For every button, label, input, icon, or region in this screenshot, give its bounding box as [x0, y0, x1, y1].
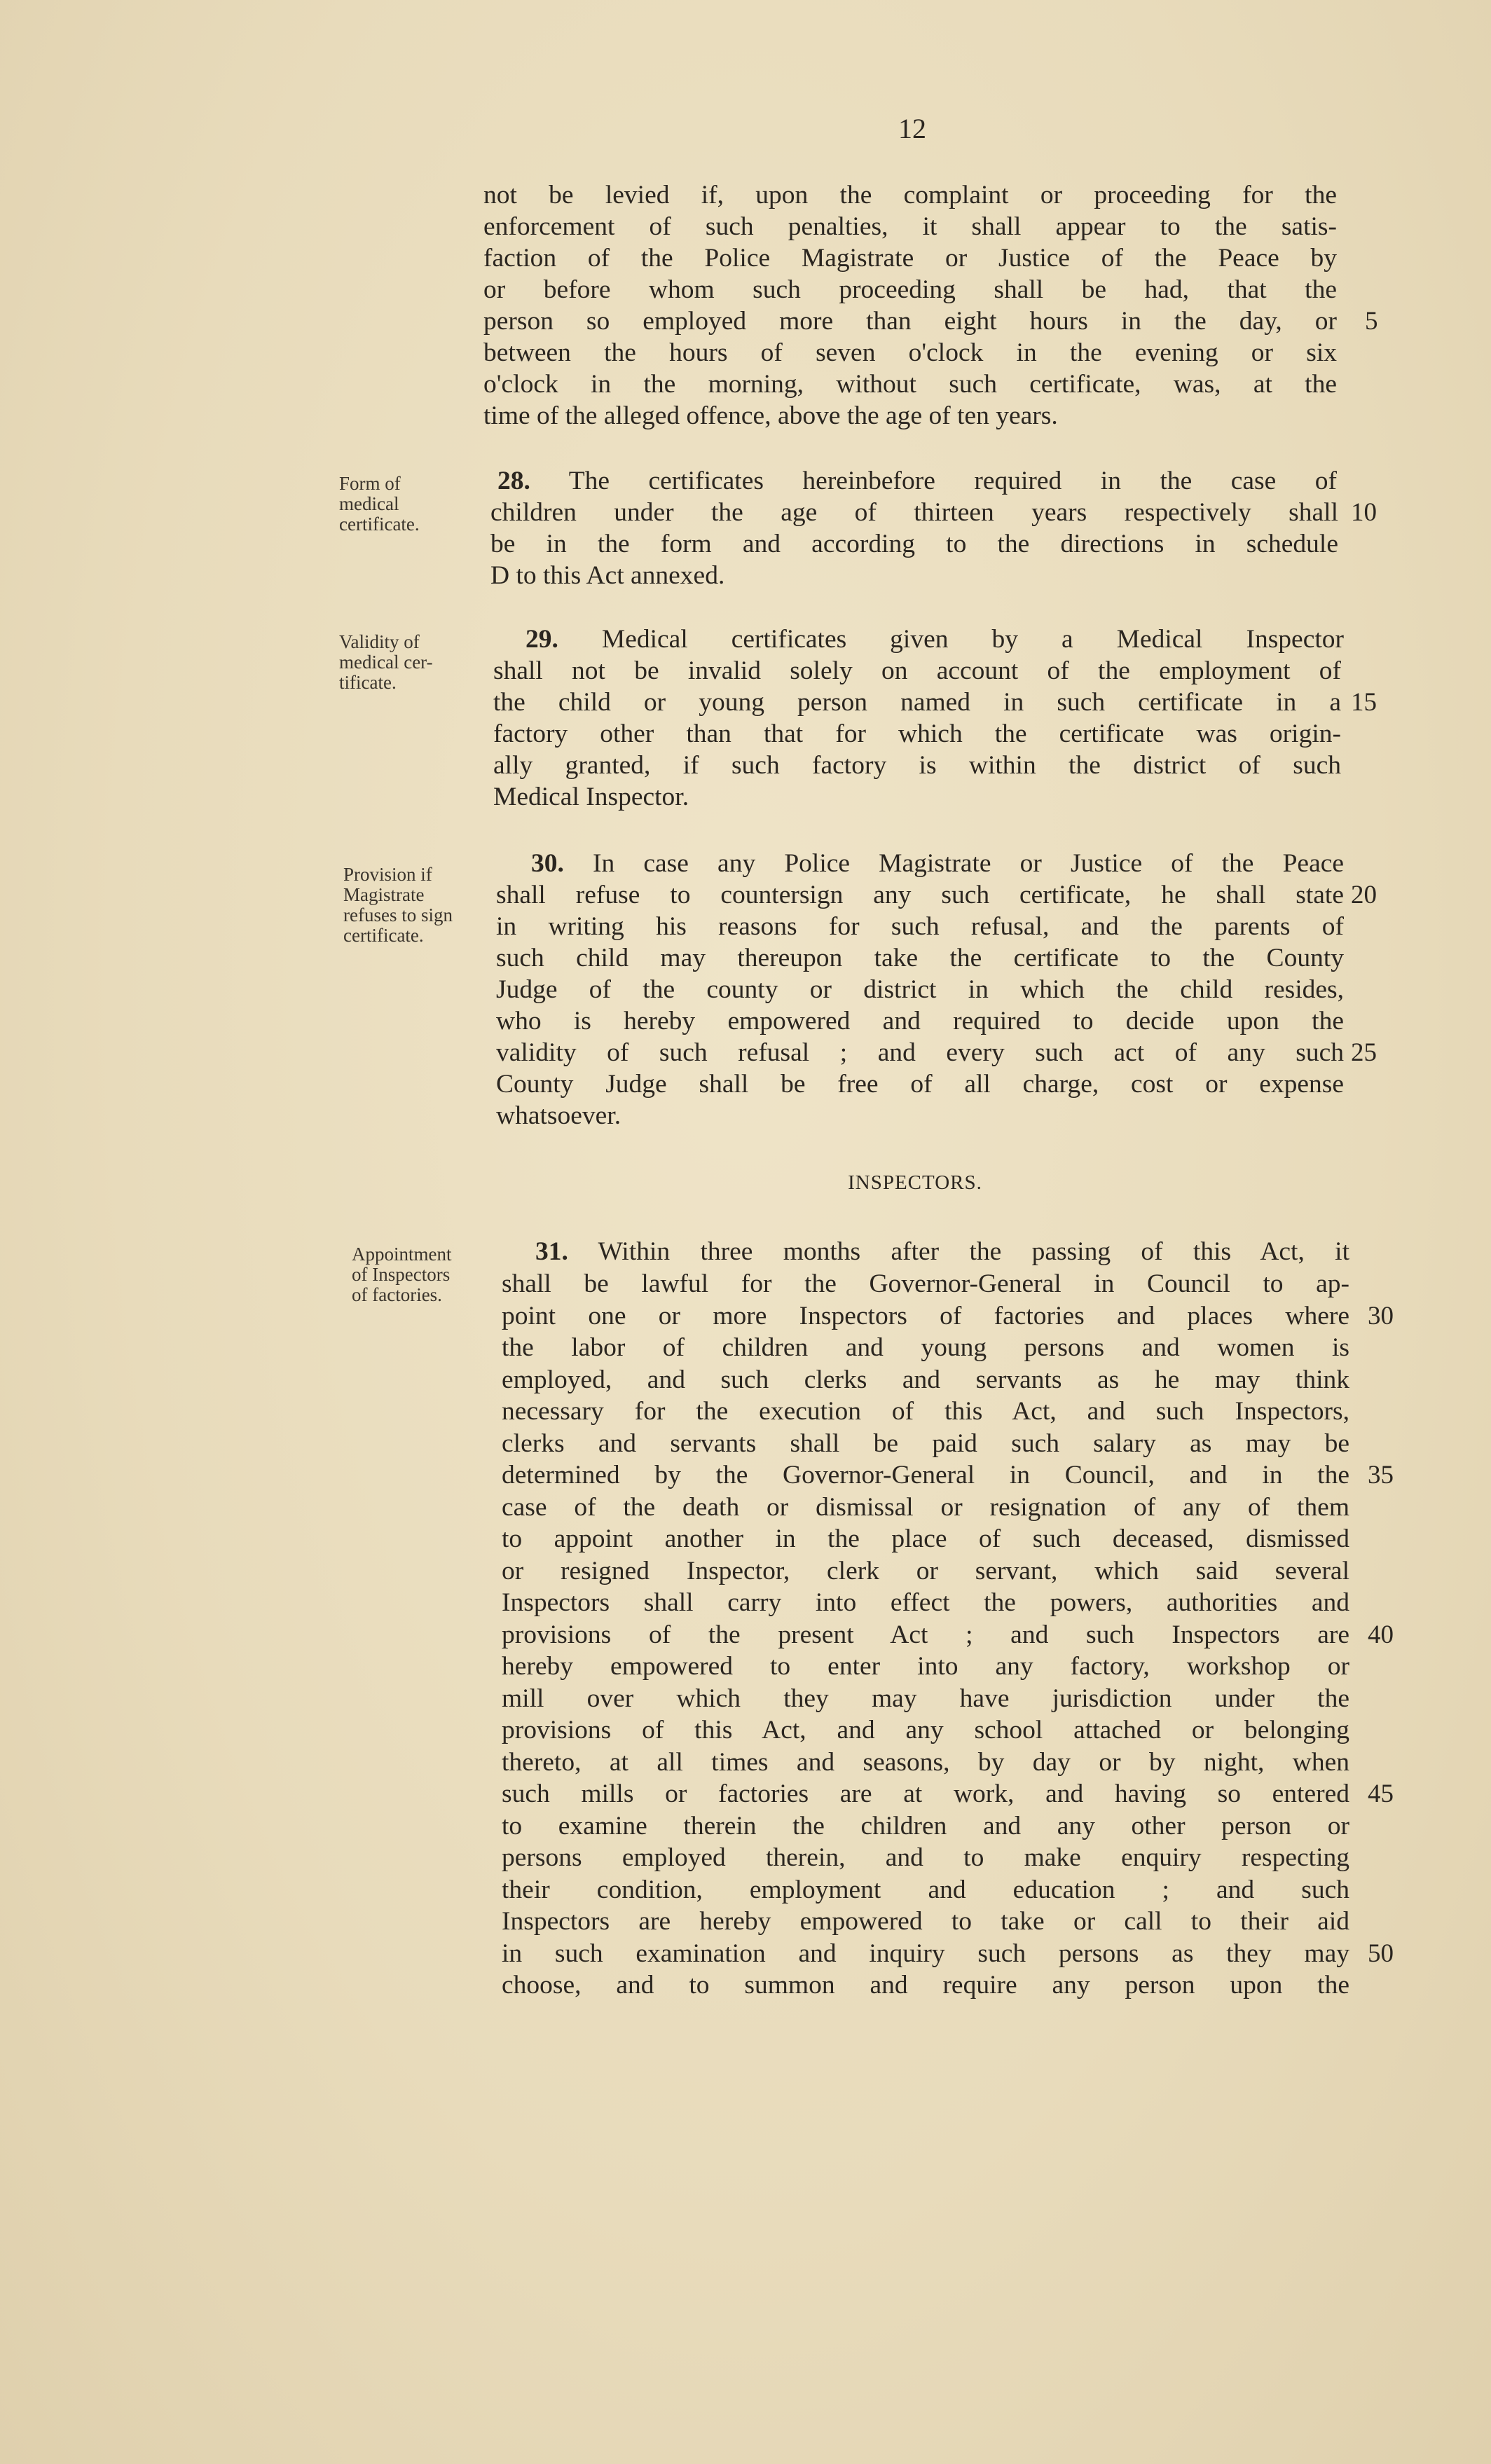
text-line: validity of such refusal ; and every such act of any such — [496, 1038, 1344, 1067]
section-first-line — [497, 465, 1337, 497]
line-number: 10 — [1351, 498, 1377, 527]
line-number: 50 — [1368, 1939, 1394, 1968]
section-first-line — [535, 1236, 1349, 1268]
text-line: or resigned Inspector, clerk or servant, which said several — [502, 1557, 1349, 1585]
text-line: shall be lawful for the Governor-General in Council to ap- — [502, 1269, 1349, 1298]
text-line: who is hereby empowered and required to decide upon the — [496, 1007, 1344, 1035]
text-line: such mills or factories are at work, and having so entered — [502, 1780, 1349, 1808]
text-line: in writing his reasons for such refusal, and the parents of — [496, 912, 1344, 941]
text-line: shall refuse to countersign any such certificate, he shall state — [496, 881, 1344, 909]
text-span: Within three months after the passing of this Act, it — [598, 1237, 1349, 1266]
margin-note — [352, 1244, 499, 1305]
text-line: Medical Inspector. — [493, 783, 689, 811]
line-number: 20 — [1351, 881, 1377, 909]
section-first-line — [531, 848, 1344, 880]
margin-note-line: of Inspectors — [352, 1264, 451, 1285]
text-line: Inspectors shall carry into effect the powers, authorities and — [502, 1588, 1349, 1617]
text-span: In case any Police Magistrate or Justice of the Peace — [593, 849, 1344, 878]
text-line: in such examination and inquiry such persons as they may — [502, 1939, 1349, 1968]
text-line: Judge of the county or district in which the child resides, — [496, 975, 1344, 1004]
text-line: person so employed more than eight hours in the day, or — [483, 307, 1337, 336]
margin-note — [343, 865, 493, 946]
text-line: o'clock in the morning, without such certificate, was, at the — [483, 370, 1337, 399]
line-number: 40 — [1368, 1620, 1394, 1649]
text-line: the child or young person named in such certificate in a — [493, 688, 1341, 717]
text-line: point one or more Inspectors of factories and places where — [502, 1302, 1349, 1330]
line-number: 30 — [1368, 1302, 1394, 1330]
margin-note-line: medical — [339, 493, 399, 514]
line-number: 25 — [1351, 1038, 1377, 1067]
section-number: 29. — [525, 625, 558, 654]
text-line: such child may thereupon take the certificate to the County — [496, 944, 1344, 972]
text-line: choose, and to summon and require any person upon the — [502, 1971, 1349, 2000]
margin-note-line: Provision if — [343, 864, 432, 885]
margin-note-line: medical cer- — [339, 652, 433, 673]
margin-note-line: Magistrate — [343, 884, 425, 905]
margin-note-line: Form of — [339, 473, 401, 494]
text-line: employed, and such clerks and servants as he may think — [502, 1365, 1349, 1394]
text-line: be in the form and according to the directions in schedule — [490, 530, 1338, 558]
line-number: 15 — [1351, 688, 1377, 717]
text-line: time of the alleged offence, above the age of ten years. — [483, 401, 1058, 430]
section-number: 28. — [497, 467, 530, 495]
margin-note-line: certificate. — [339, 514, 420, 535]
text-line: mill over which they may have jurisdiction under the — [502, 1684, 1349, 1713]
page-number: 12 — [898, 113, 926, 144]
text-line: provisions of this Act, and any school attached or belonging — [502, 1716, 1349, 1744]
text-line: between the hours of seven o'clock in the evening or six — [483, 338, 1337, 367]
text-line: children under the age of thirteen years respectively shall — [490, 498, 1338, 527]
section-heading: INSPECTORS. — [848, 1171, 982, 1194]
margin-note-line: tificate. — [339, 672, 397, 693]
text-line: shall not be invalid solely on account of the employment of — [493, 656, 1341, 685]
margin-note — [339, 632, 493, 693]
text-line: provisions of the present Act ; and such Inspectors are — [502, 1620, 1349, 1649]
text-line: Inspectors are hereby empowered to take or call to their aid — [502, 1907, 1349, 1936]
text-line: their condition, employment and education ; and such — [502, 1875, 1349, 1904]
margin-note-line: of factories. — [352, 1284, 442, 1305]
text-line: case of the death or dismissal or resignation of any of them — [502, 1493, 1349, 1522]
margin-note-line: certificate. — [343, 925, 424, 946]
line-number: 35 — [1368, 1461, 1394, 1489]
text-line: clerks and servants shall be paid such salary as may be — [502, 1429, 1349, 1458]
text-line: persons employed therein, and to make enquiry respecting — [502, 1843, 1349, 1872]
text-line: determined by the Governor-General in Council, and in the — [502, 1461, 1349, 1489]
text-span: Medical certificates given by a Medical Inspector — [601, 625, 1344, 654]
text-line: or before whom such proceeding shall be had, that the — [483, 275, 1337, 304]
section-number: 31. — [535, 1237, 568, 1266]
margin-note-line: refuses to sign — [343, 904, 453, 925]
text-line: whatsoever. — [496, 1101, 621, 1130]
margin-note-line: Validity of — [339, 631, 420, 652]
text-line: the labor of children and young persons and women is — [502, 1333, 1349, 1362]
text-line: D to this Act annexed. — [490, 561, 725, 590]
section-first-line — [525, 624, 1344, 656]
text-span: The certificates hereinbefore required in the case of — [568, 467, 1337, 495]
line-number: 5 — [1365, 307, 1378, 336]
margin-note-line: Appointment — [352, 1244, 452, 1265]
text-line: to appoint another in the place of such deceased, dismissed — [502, 1524, 1349, 1553]
text-line: to examine therein the children and any other person or — [502, 1812, 1349, 1840]
text-line: necessary for the execution of this Act, and such Inspectors, — [502, 1397, 1349, 1426]
line-number: 45 — [1368, 1780, 1394, 1808]
text-line: ally granted, if such factory is within the district of such — [493, 751, 1341, 780]
section-number: 30. — [531, 849, 564, 878]
text-line: faction of the Police Magistrate or Justice of the Peace by — [483, 244, 1337, 273]
text-line: enforcement of such penalties, it shall appear to the satis- — [483, 212, 1337, 241]
margin-note — [339, 474, 493, 535]
text-line: County Judge shall be free of all charge, cost or expense — [496, 1070, 1344, 1099]
text-line: hereby empowered to enter into any factory, workshop or — [502, 1652, 1349, 1681]
text-line: factory other than that for which the certificate was origin- — [493, 720, 1341, 748]
text-line: thereto, at all times and seasons, by day or by night, when — [502, 1748, 1349, 1777]
text-line: not be levied if, upon the complaint or proceeding for the — [483, 181, 1337, 209]
